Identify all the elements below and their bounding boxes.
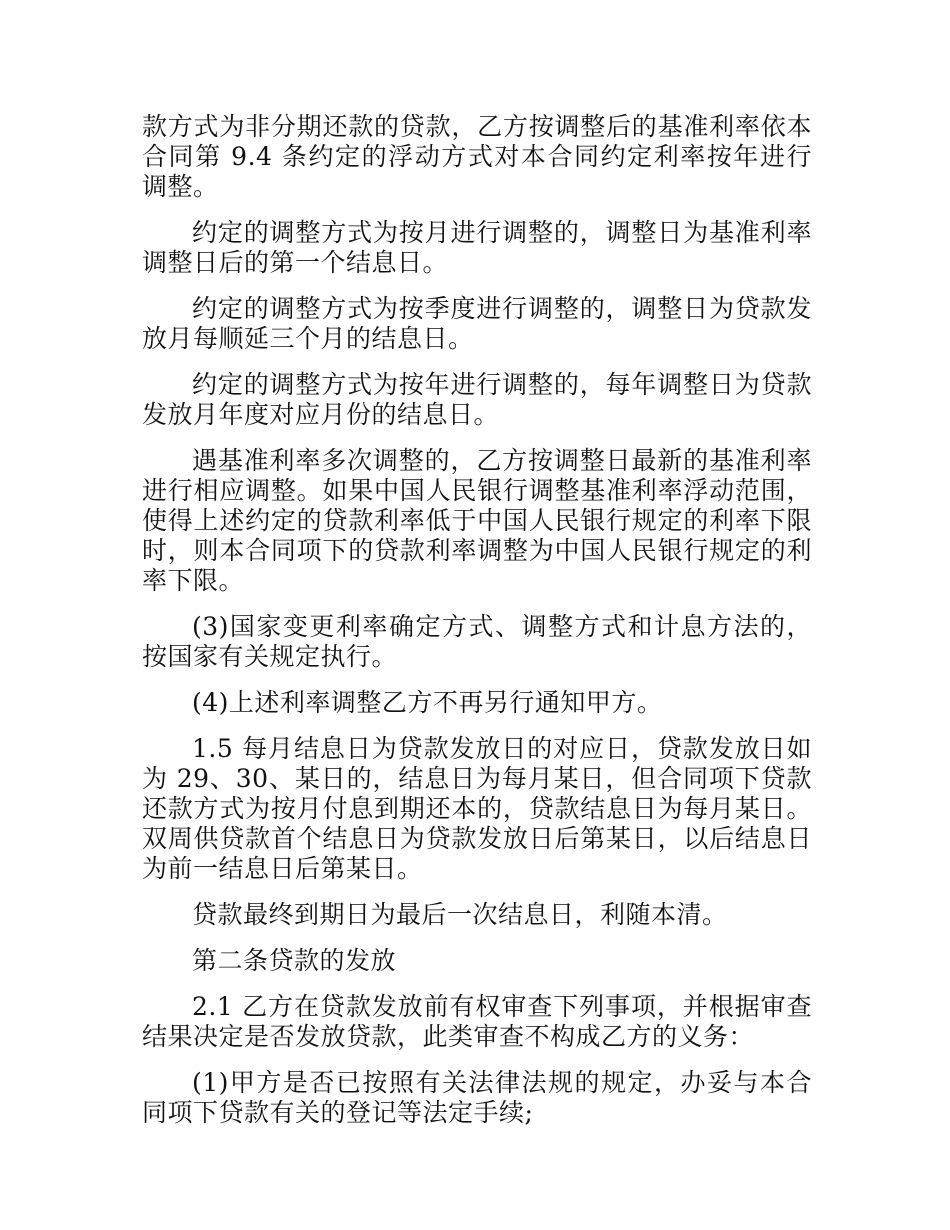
paragraph-multiple-adjustments: 遇基准利率多次调整的，乙方按调整日最新的基准利率进行相应调整。如果中国人民银行调整基准利率浮动范围，使得上述约定的贷款利率低于中国人民银行规定的利率下限时，则本合同项下的贷款利率调整为中国人民银行规定的利率下限。 <box>142 446 812 595</box>
paragraph-monthly-adjustment: 约定的调整方式为按月进行调整的，调整日为基准利率调整日后的第一个结息日。 <box>142 218 812 277</box>
paragraph-yearly-adjustment: 约定的调整方式为按年进行调整的，每年调整日为贷款发放月年度对应月份的结息日。 <box>142 370 812 429</box>
paragraph-item-1: (1)甲方是否已按照有关法律法规的规定，办妥与本合同项下贷款有关的登记等法定手续; <box>142 1068 812 1127</box>
document-body <box>142 112 812 1144</box>
paragraph-final-maturity: 贷款最终到期日为最后一次结息日，利随本清。 <box>192 900 728 929</box>
paragraph-quarterly-adjustment: 约定的调整方式为按季度进行调整的，调整日为贷款发放月每顺延三个月的结息日。 <box>142 294 812 353</box>
paragraph-item-3: (3)国家变更利率确定方式、调整方式和计息方法的，按国家有关规定执行。 <box>142 612 812 671</box>
section-heading-article-2: 第二条贷款的发放 <box>192 946 397 975</box>
paragraph-continuation-adjustment: 款方式为非分期还款的贷款，乙方按调整后的基准利率依本合同第 9.4 条约定的浮动方式对本合同约定利率按年进行调整。 <box>142 112 812 201</box>
paragraph-clause-2-1: 2.1 乙方在贷款发放前有权审查下列事项，并根据审查结果决定是否发放贷款，此类审查不构成乙方的义务： <box>142 992 812 1051</box>
paragraph-clause-1-5: 1.5 每月结息日为贷款发放日的对应日，贷款发放日如为 29、30、某日的，结息日为每月某日，但合同项下贷款还款方式为按月付息到期还本的，贷款结息日为每月某日。双周供贷款首个结息日为贷款发放日后第某日，以后结息日为前一结息日后第某日。 <box>142 734 812 883</box>
paragraph-item-4: (4)上述利率调整乙方不再另行通知甲方。 <box>192 688 663 717</box>
